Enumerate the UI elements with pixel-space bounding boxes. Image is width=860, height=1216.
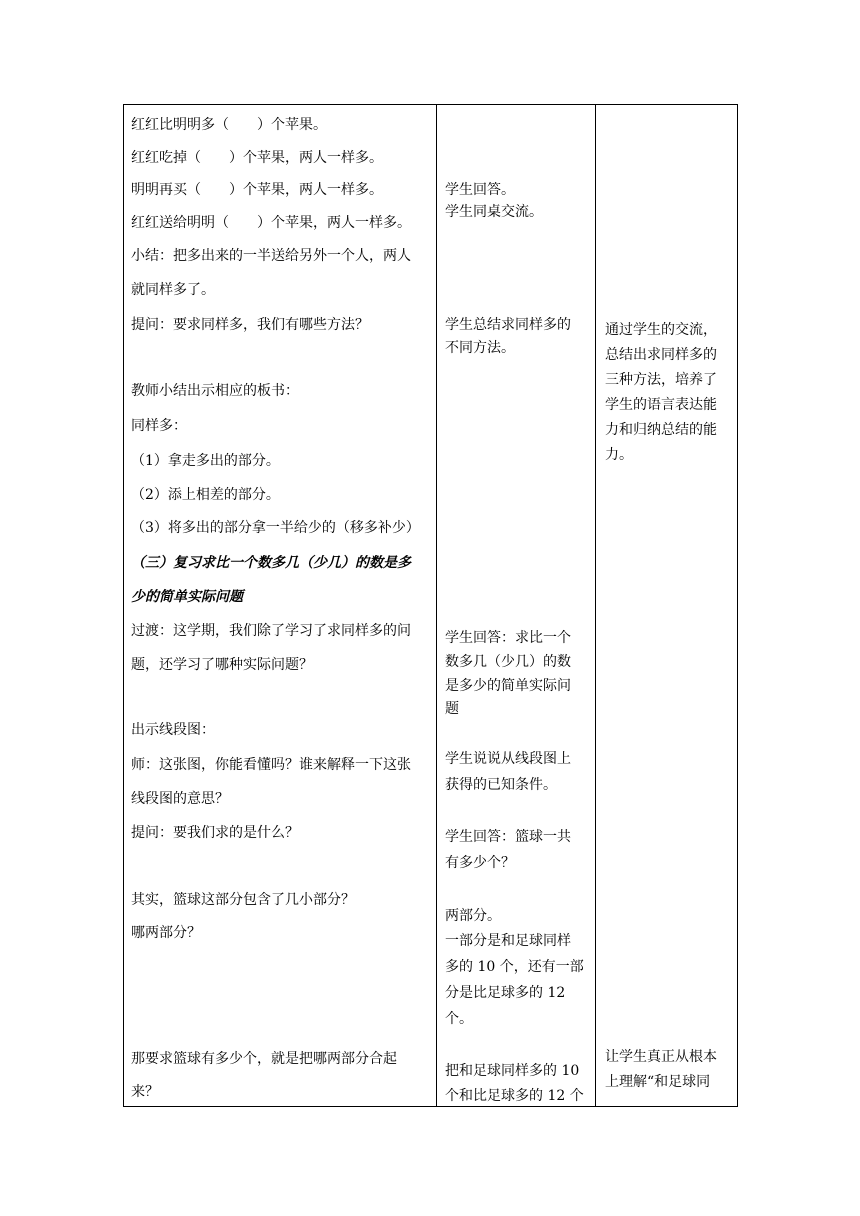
- text-line: 学生回答。: [445, 182, 515, 198]
- text-line: 出示线段图：: [131, 722, 215, 738]
- text-line: 学生的语言表达能: [605, 397, 717, 413]
- text-line: 总结出求同样多的: [605, 347, 717, 363]
- text-line: 提问：要求同样多，我们有哪些方法？: [131, 317, 369, 333]
- text-line: 数多几（少几）的数: [445, 654, 571, 670]
- text-line: （3）将多出的部分拿一半给少的（移多补少）: [131, 520, 420, 536]
- text-line: 把和足球同样多的 10: [445, 1063, 580, 1079]
- text-line: 获得的已知条件。: [445, 777, 557, 793]
- text-line: 上理解“和足球同: [605, 1074, 711, 1090]
- text-line: 教师小结出示相应的板书：: [131, 383, 299, 399]
- text-line: 通过学生的交流，: [605, 322, 717, 338]
- text-line: 两部分。: [445, 908, 501, 924]
- text-line: 过渡：这学期，我们除了学习了求同样多的问: [131, 623, 411, 639]
- text-line: 学生同桌交流。: [445, 204, 543, 220]
- text-line: 那要求篮球有多少个，就是把哪两部分合起: [131, 1051, 397, 1067]
- text-line: 学生回答：求比一个: [445, 630, 571, 646]
- text-line: 力。: [605, 447, 633, 463]
- text-line: 小结：把多出来的一半送给另外一个人，两人: [131, 248, 411, 264]
- text-line: 学生总结求同样多的: [445, 317, 571, 333]
- text-line: 让学生真正从根本: [605, 1049, 717, 1065]
- text-line: 个和比足球多的 12 个: [445, 1088, 584, 1104]
- section-heading: 少的简单实际问题: [131, 589, 243, 605]
- teacher-column: [124, 105, 436, 1106]
- section-heading: （三）复习求比一个数多几（少几）的数是多: [131, 555, 411, 571]
- intent-column: [596, 105, 737, 1106]
- text-line: 红红送给明明（ ）个苹果，两人一样多。: [131, 215, 411, 231]
- text-line: 师：这张图，你能看懂吗？谁来解释一下这张: [131, 757, 411, 773]
- text-line: 三种方法，培养了: [605, 372, 717, 388]
- text-line: 同样多：: [131, 418, 187, 434]
- text-line: 线段图的意思？: [131, 791, 229, 807]
- text-line: 力和归纳总结的能: [605, 422, 717, 438]
- text-line: 红红比明明多（ ）个苹果。: [131, 117, 327, 133]
- text-line: 提问：要我们求的是什么？: [131, 825, 299, 841]
- text-line: 学生说说从线段图上: [445, 751, 571, 767]
- text-line: 有多少个？: [445, 855, 515, 871]
- text-line: 题: [445, 701, 459, 717]
- text-line: （1）拿走多出的部分。: [131, 453, 280, 469]
- text-line: 不同方法。: [445, 340, 515, 356]
- text-line: 就同样多了。: [131, 282, 215, 298]
- text-line: 明明再买（ ）个苹果，两人一样多。: [131, 182, 383, 198]
- lesson-table: [123, 104, 738, 1107]
- text-line: 分是比足球多的 12: [445, 985, 566, 1001]
- text-line: 其实，篮球这部分包含了几小部分？: [131, 892, 355, 908]
- text-line: 个。: [445, 1011, 473, 1027]
- student-column: [437, 105, 595, 1106]
- text-line: 来？: [131, 1084, 159, 1100]
- text-line: 学生回答：篮球一共: [445, 829, 571, 845]
- text-line: 哪两部分？: [131, 925, 201, 941]
- text-line: 题，还学习了哪种实际问题？: [131, 657, 313, 673]
- text-line: 是多少的简单实际问: [445, 678, 571, 694]
- text-line: 一部分是和足球同样: [445, 933, 571, 949]
- text-line: 红红吃掉（ ）个苹果，两人一样多。: [131, 150, 383, 166]
- text-line: 多的 10 个，还有一部: [445, 959, 584, 975]
- text-line: （2）添上相差的部分。: [131, 487, 280, 503]
